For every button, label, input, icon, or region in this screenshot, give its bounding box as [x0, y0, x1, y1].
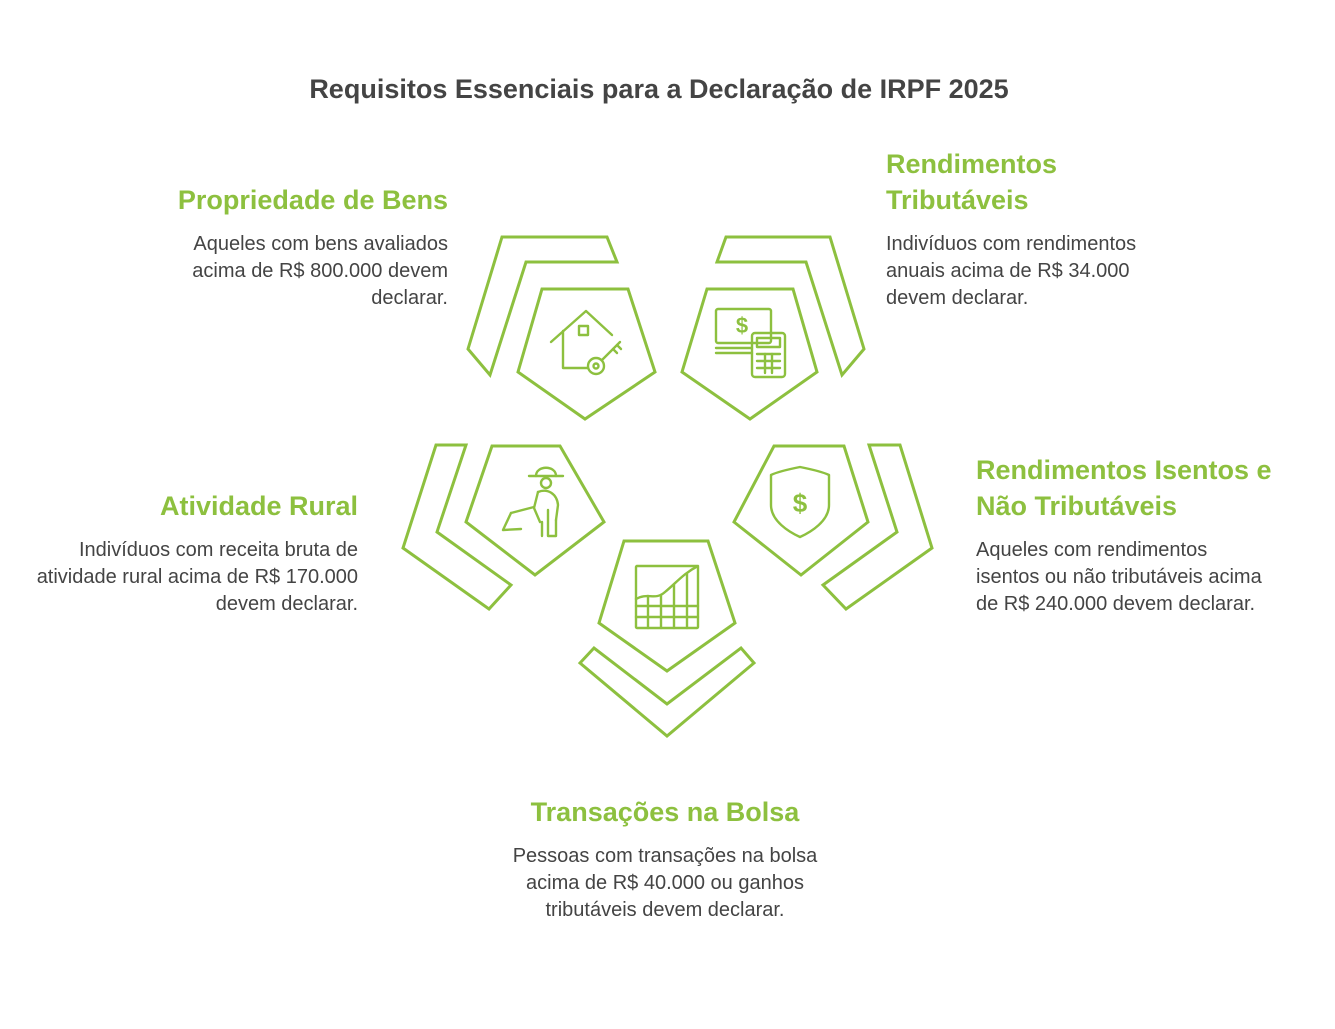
outer-chevron	[403, 445, 511, 609]
outer-chevron	[580, 648, 754, 736]
item-rendimentos-tributaveis	[886, 146, 1186, 312]
money-calculator-icon	[716, 309, 785, 377]
item-description: Aqueles com bens avaliados acima de R$ 800.000 devem declarar.	[192, 233, 448, 309]
item-transacoes-bolsa	[507, 794, 823, 924]
item-heading: Propriedade de Bens	[177, 185, 448, 215]
segment-atividade-rural	[403, 445, 604, 609]
svg-text:$: $	[735, 313, 749, 338]
item-propriedade-de-bens	[140, 182, 448, 312]
item-heading: Rendimentos Tributáveis	[886, 149, 1058, 215]
item-description: Indivíduos com rendimentos anuais acima de R$ 34.000 devem declarar.	[886, 233, 1137, 309]
farmer-icon	[503, 468, 563, 536]
segment-rendimentos-tributaveis	[682, 237, 864, 419]
segment-propriedade-de-bens	[468, 237, 655, 419]
outer-chevron	[468, 237, 617, 375]
item-description: Pessoas com transações na bolsa acima de R$ 40.000 ou ganhos tributáveis devem declarar.	[512, 845, 818, 921]
svg-text:$: $	[792, 488, 808, 518]
item-description: Aqueles com rendimentos isentos ou não tributáveis acima de R$ 240.000 devem declarar.	[976, 539, 1262, 615]
stock-chart-icon	[636, 566, 698, 628]
house-key-icon	[551, 311, 621, 374]
item-rendimentos-isentos	[976, 452, 1288, 618]
page-title: Requisitos Essenciais para a Declaração de IRPF 2025	[309, 74, 1009, 104]
item-atividade-rural	[30, 488, 358, 618]
item-heading: Rendimentos Isentos e Não Tributáveis	[976, 455, 1272, 521]
outer-chevron	[823, 445, 932, 609]
item-heading: Transações na Bolsa	[530, 797, 800, 827]
item-description: Indivíduos com receita bruta de atividade rural acima de R$ 170.000 devem declarar.	[36, 539, 358, 615]
item-heading: Atividade Rural	[159, 491, 358, 521]
segment-transacoes-bolsa	[580, 541, 754, 736]
segment-rendimentos-isentos	[734, 445, 932, 609]
outer-chevron	[717, 237, 864, 375]
inner-pentagon	[518, 289, 655, 419]
